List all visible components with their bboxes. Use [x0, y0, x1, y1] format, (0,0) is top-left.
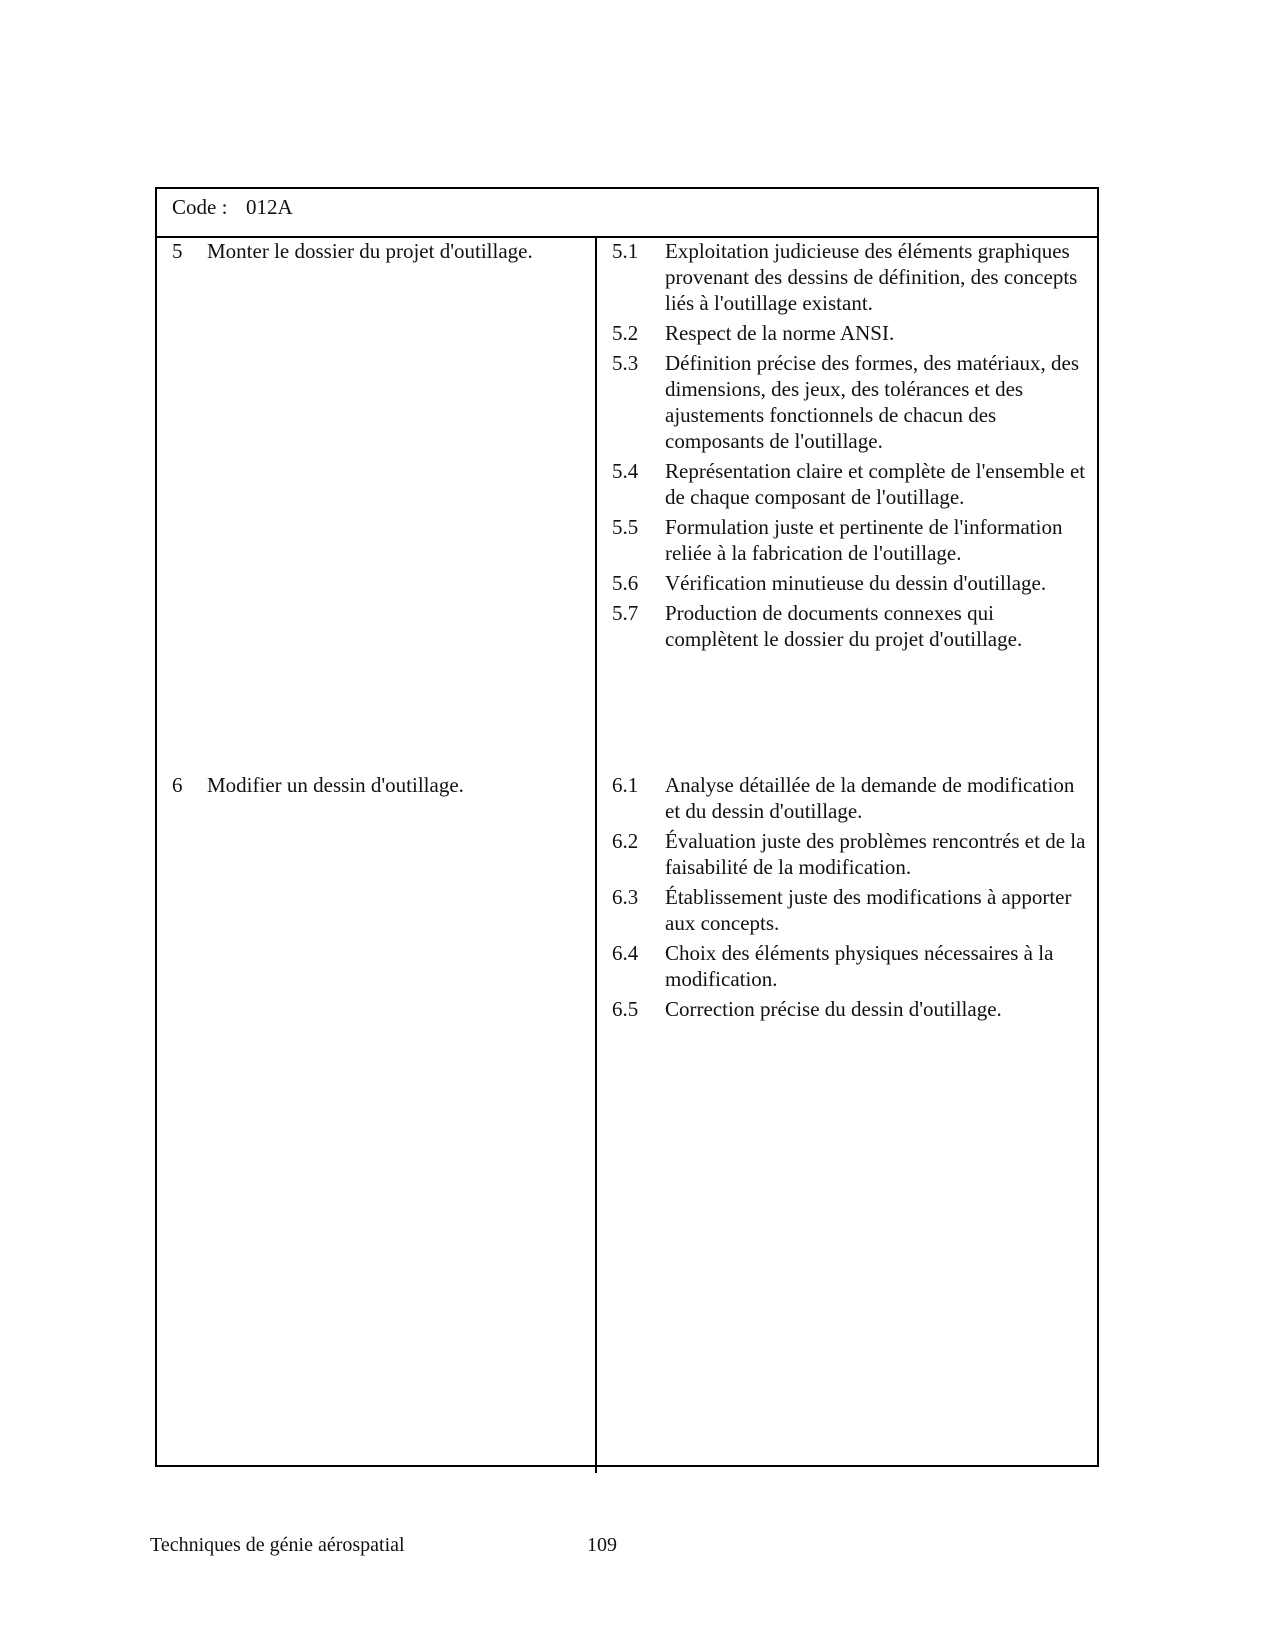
criterion-text: Établissement juste des modifications à apporter aux concepts.	[665, 885, 1072, 935]
criterion-number: 5.4	[612, 459, 639, 483]
criterion-number: 5.7	[612, 601, 639, 625]
code-value: 012A	[246, 195, 293, 219]
criterion-text: Évaluation juste des problèmes rencontrés et de la faisabilité de la modification.	[665, 829, 1086, 879]
competency-table	[155, 187, 1099, 1467]
footer-page-number: 109	[587, 1534, 617, 1556]
criterion-number: 5.2	[612, 321, 639, 345]
criterion-number: 6.3	[612, 885, 639, 909]
competency-title: Modifier un dessin d'outillage.	[207, 773, 464, 797]
criterion-number: 5.3	[612, 351, 639, 375]
criterion-6-1	[612, 772, 1092, 824]
criterion-5-2	[612, 320, 1092, 346]
criterion-number: 5.5	[612, 515, 639, 539]
criterion-text: Analyse détaillée de la demande de modification et du dessin d'outillage.	[665, 773, 1075, 823]
criterion-5-5	[612, 514, 1092, 566]
competency-title: Monter le dossier du projet d'outillage.	[207, 239, 533, 263]
table-header-row	[157, 189, 1097, 238]
criterion-6-3	[612, 884, 1092, 936]
criterion-number: 6.5	[612, 997, 639, 1021]
criterion-6-2	[612, 828, 1092, 880]
criterion-text: Formulation juste et pertinente de l'information reliée à la fabrication de l'outillage.	[665, 515, 1063, 565]
criterion-text: Définition précise des formes, des matériaux, des dimensions, des jeux, des tolérances et des ajustements fonctionnels de chacun des composants de l'outillage.	[665, 351, 1080, 453]
criterion-text: Respect de la norme ANSI.	[665, 321, 895, 345]
criterion-number: 6.4	[612, 941, 639, 965]
criterion-6-4	[612, 940, 1092, 992]
criterion-number: 5.1	[612, 239, 639, 263]
criterion-5-4	[612, 458, 1092, 510]
criteria-list-6	[612, 772, 1092, 1026]
criterion-5-1	[612, 238, 1092, 316]
criterion-number: 5.6	[612, 571, 639, 595]
competency-number: 6	[172, 773, 183, 797]
criterion-text: Production de documents connexes qui complètent le dossier du projet d'outillage.	[665, 601, 1023, 651]
criterion-number: 6.1	[612, 773, 639, 797]
column-divider	[595, 236, 597, 1473]
criterion-number: 6.2	[612, 829, 639, 853]
criterion-5-7	[612, 600, 1092, 652]
competency-number: 5	[172, 239, 183, 263]
footer-program-name: Techniques de génie aérospatial	[150, 1534, 405, 1556]
criterion-text: Correction précise du dessin d'outillage.	[665, 997, 1002, 1021]
criterion-text: Exploitation judicieuse des éléments graphiques provenant des dessins de définition, des concepts liés à l'outillage existant.	[665, 239, 1078, 315]
criteria-list-5	[612, 238, 1092, 656]
criterion-text: Vérification minutieuse du dessin d'outillage.	[665, 571, 1047, 595]
criterion-5-3	[612, 350, 1092, 454]
criterion-text: Représentation claire et complète de l'ensemble et de chaque composant de l'outillage.	[665, 459, 1086, 509]
criterion-6-5	[612, 996, 1092, 1022]
code-label: Code :	[172, 195, 228, 219]
criterion-5-6	[612, 570, 1092, 596]
criterion-text: Choix des éléments physiques nécessaires à la modification.	[665, 941, 1054, 991]
